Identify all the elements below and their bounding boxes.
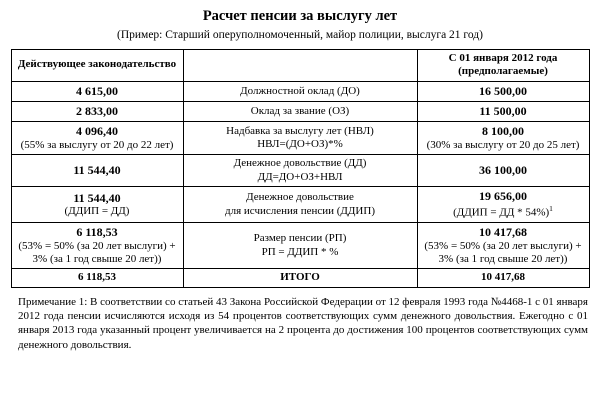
row5-left-value xyxy=(11,187,183,223)
footnote-marker: 1 xyxy=(549,203,553,213)
row3-left-note: (55% за выслугу от 20 до 22 лет) xyxy=(20,139,174,152)
row6-left-amount: 6 118,53 xyxy=(76,224,118,239)
row3-label-formula: НВЛ=(ДО+ОЗ)*% xyxy=(257,138,343,151)
row5-label-text: Денежное довольствие xyxy=(246,191,354,204)
row2-right-value xyxy=(417,101,589,121)
row1-left-value xyxy=(11,81,183,101)
row3-right-note: (30% за выслугу от 20 до 25 лет) xyxy=(426,139,580,152)
row1-label-text: Должностной оклад (ДО) xyxy=(240,84,360,97)
row5-left-amount: 11 544,40 xyxy=(73,190,121,205)
row3-label xyxy=(183,122,417,155)
row2-label-text: Оклад за звание (ОЗ) xyxy=(250,104,350,117)
row6-right-value xyxy=(417,222,589,268)
row6-right-note: (53% = 50% (за 20 лет выслуги) + 3% (за 1 год свыше 20 лет)) xyxy=(424,239,582,265)
table-row xyxy=(11,222,589,268)
page-subtitle: (Пример: Старший оперуполномоченный, майор полиции, выслуга 21 год) xyxy=(117,29,483,42)
row6-label-text: Размер пенсии (РП) xyxy=(253,232,347,245)
row3-label-text: Надбавка за выслугу лет (НВЛ) xyxy=(226,125,374,137)
row6-left-value xyxy=(11,222,183,268)
row5-label xyxy=(183,187,417,223)
table-row xyxy=(11,155,589,187)
header-current-law: Действующее законодательство xyxy=(11,49,183,81)
footnote-text: Примечание 1: В соответствии со статьей 43 Закона Российской Федерации от 12 февраля 1993 года №4468-1 с 01 января 2012 года пенсии исчисляются исходя из 54 процентов соответствующих сумм денежного довольствия. Ежегодно с 01 января 2013 года указанный процент увеличивается на 2 процента до достижения 100 процентов соответствующих сумм денежного довольствия. xyxy=(18,295,588,351)
row3-right-value xyxy=(417,122,589,155)
row4-label-text: Денежное довольствие (ДД) xyxy=(233,157,367,170)
row3-right-amount: 8 100,00 xyxy=(482,124,524,139)
row6-label xyxy=(183,222,417,268)
table-header-row xyxy=(11,49,589,81)
row6-label-formula: РП = ДДИП * % xyxy=(261,245,339,258)
row4-right-amount: 36 100,00 xyxy=(479,163,527,178)
total-right-amount: 10 417,68 xyxy=(417,269,589,287)
pension-calculation-table xyxy=(11,49,590,288)
row1-label xyxy=(183,81,417,101)
row6-left-note: (53% = 50% (за 20 лет выслуги) + 3% (за 1 год свыше 20 лет)) xyxy=(18,239,176,265)
row4-left-value xyxy=(11,155,183,187)
table-row xyxy=(11,187,589,223)
row4-label-formula: ДД=ДО+ОЗ+НВЛ xyxy=(257,170,343,183)
page-title: Расчет пенсии за выслугу лет xyxy=(202,8,398,24)
row5-right-note-text: (ДДИП = ДД * 54%) xyxy=(453,206,550,219)
total-left-amount: 6 118,53 xyxy=(11,269,183,287)
row3-left-value xyxy=(11,122,183,155)
row5-label-text2: для исчисления пенсии (ДДИП) xyxy=(225,204,375,217)
row5-left-note: (ДДИП = ДД) xyxy=(64,205,130,218)
row2-left-value xyxy=(11,101,183,121)
row5-right-note xyxy=(421,204,586,220)
row2-left-amount: 2 833,00 xyxy=(76,103,118,118)
row6-right-amount: 10 417,68 xyxy=(479,224,527,239)
table-row xyxy=(11,81,589,101)
row5-right-value xyxy=(417,187,589,223)
row2-right-amount: 11 500,00 xyxy=(479,103,527,118)
row4-left-amount: 11 544,40 xyxy=(73,163,121,178)
row2-label xyxy=(183,101,417,121)
row4-right-value xyxy=(417,155,589,187)
header-middle-empty xyxy=(183,49,417,81)
row5-right-amount: 19 656,00 xyxy=(479,189,527,204)
row3-left-amount: 4 096,40 xyxy=(76,124,118,139)
header-from-2012: С 01 января 2012 года (предполагаемые) xyxy=(417,49,589,81)
row4-label xyxy=(183,155,417,187)
total-label: ИТОГО xyxy=(183,269,417,287)
table-row xyxy=(11,101,589,121)
table-total-row xyxy=(11,269,589,287)
row1-right-amount: 16 500,00 xyxy=(479,83,527,98)
row1-right-value xyxy=(417,81,589,101)
table-row xyxy=(11,122,589,155)
row1-left-amount: 4 615,00 xyxy=(76,83,118,98)
